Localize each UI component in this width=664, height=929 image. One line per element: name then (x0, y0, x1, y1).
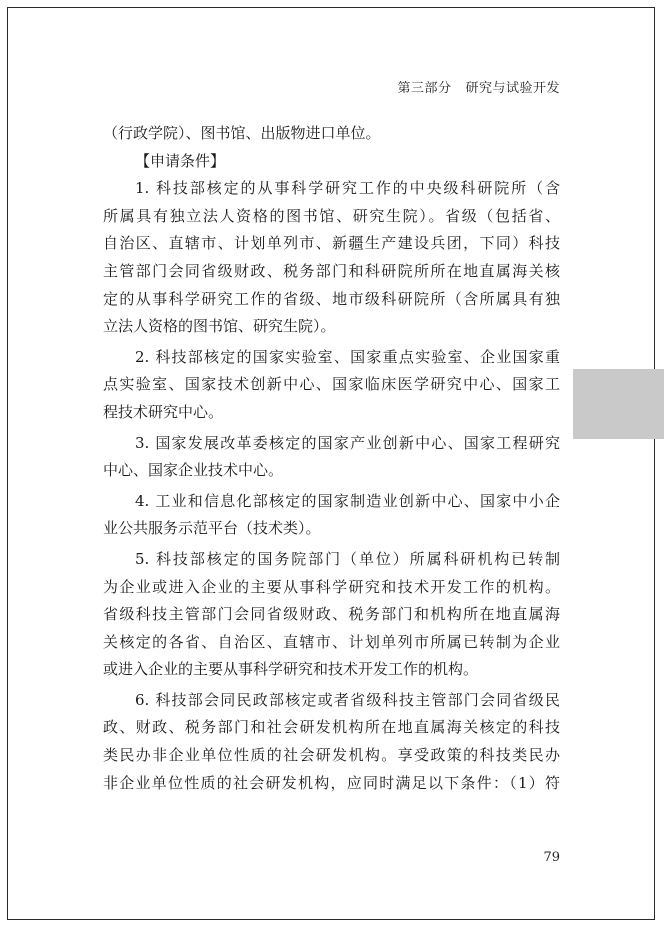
text-line: 主管部门会同省级财政、税务部门和科研院所所在地直属海关核 (103, 261, 560, 280)
text-line: 或进入企业的主要从事科学研究和技术开发工作的机构。 (103, 660, 479, 679)
text-line: （行政学院）、图书馆、出版物进口单位。 (103, 124, 381, 142)
text-line: 4. 工业和信息化部核定的国家制造业创新中心、国家中小企 (135, 491, 560, 510)
text-line: 中心、国家企业技术中心。 (103, 461, 284, 480)
text-line: 2. 科技部核定的国家实验室、国家重点实验室、企业国家重 (135, 347, 560, 366)
text-line: 3. 国家发展改革委核定的国家产业创新中心、国家工程研究 (135, 433, 560, 452)
text-line: 政、财政、税务部门和社会研发机构所在地直属海关核定的科技 (103, 718, 560, 737)
text-line: 立法人资格的图书馆、研究生院）。 (103, 317, 336, 336)
text-line: 点实验室、国家技术创新中心、国家临床医学研究中心、国家工 (103, 375, 560, 394)
page-number: 79 (543, 850, 560, 865)
text-line: 5. 科技部核定的国务院部门（单位）所属科研机构已转制 (135, 549, 560, 568)
running-head-section: 研究与试验开发 (465, 81, 560, 96)
text-line: 自治区、直辖市、计划单列市、新疆生产建设兵团，下同）科技 (103, 234, 560, 253)
text-line: 6. 科技部会同民政部核定或者省级科技主管部门会同省级民 (135, 690, 560, 709)
text-line: 程技术研究中心。 (103, 402, 224, 421)
text-line: 1. 科技部核定的从事科学研究工作的中央级科研院所（含 (135, 179, 560, 198)
text-line: 非企业单位性质的社会研发机构，应同时满足以下条件：（1）符 (103, 773, 560, 792)
text-line: 类民办非企业单位性质的社会研发机构。享受政策的科技类民办 (103, 746, 560, 765)
running-head (397, 77, 560, 96)
body-text (103, 120, 560, 797)
text-line: 定的从事科学研究工作的省级、地市级科研院所（含所属具有独 (103, 289, 560, 308)
text-line: 省级科技主管部门会同省级财政、税务部门和机构所在地直属海 (103, 605, 560, 624)
running-head-part: 第三部分 (397, 81, 452, 96)
section-thumb-tab (573, 369, 664, 439)
text-line: 关核定的各省、自治区、直辖市、计划单列市所属已转制为企业 (103, 632, 560, 651)
text-line: 所属具有独立法人资格的图书馆、研究生院）。省级（包括省、 (103, 206, 560, 225)
section-heading: 【申请条件】 (135, 151, 226, 170)
text-line: 为企业或进入企业的主要从事科学研究和技术开发工作的机构。 (103, 577, 560, 596)
text-line: 业公共服务示范平台（技术类）。 (103, 519, 321, 538)
